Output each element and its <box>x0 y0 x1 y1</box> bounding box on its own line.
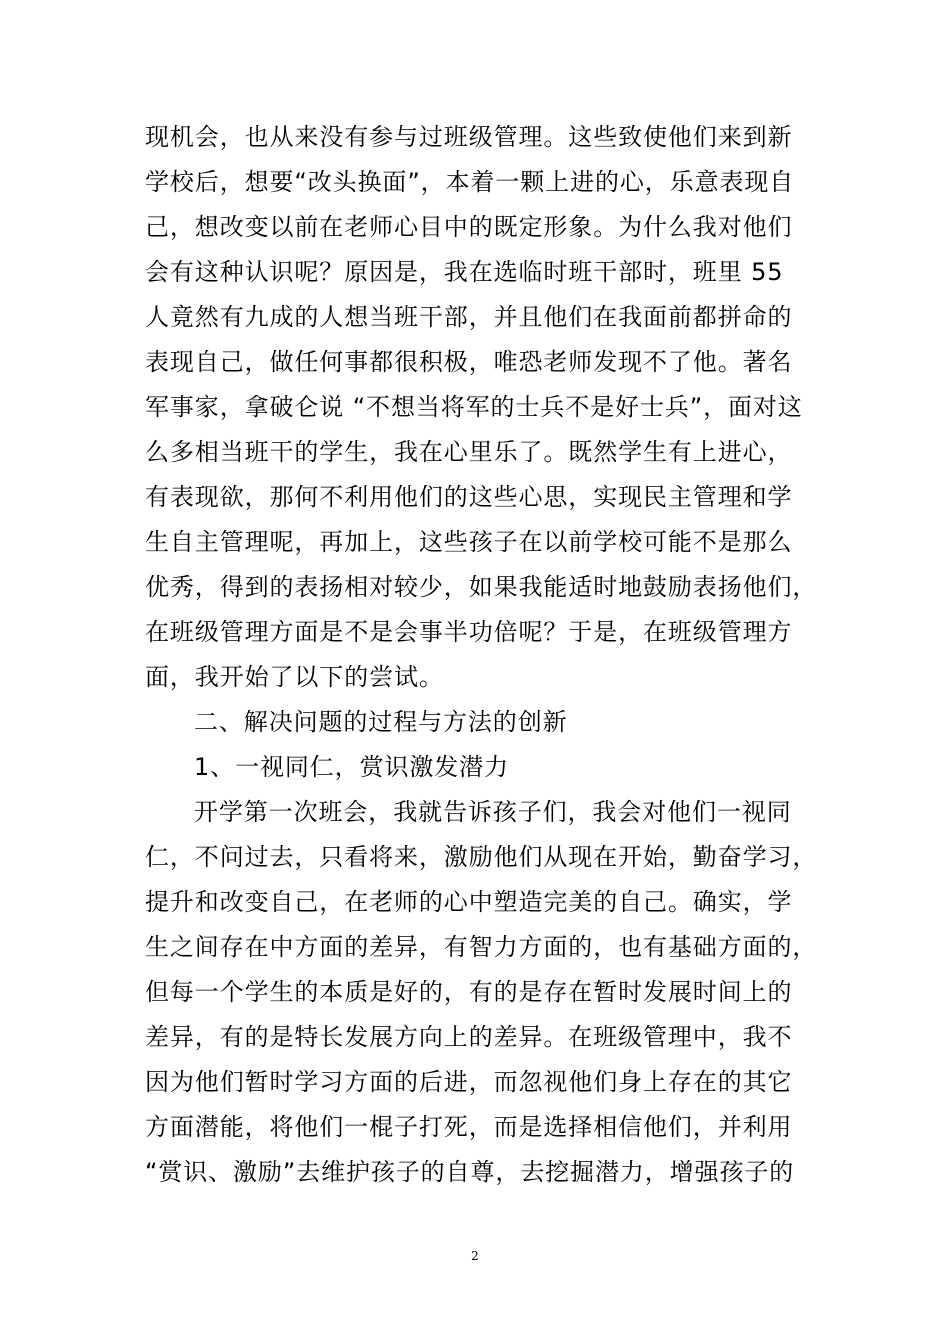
body-text-line: 会有这种认识呢？原因是，我在选临时班干部时，班里 55 <box>145 258 784 286</box>
body-text-line: 方面潜能，将他们一棍子打死，而是选择相信他们，并利用 <box>145 1113 793 1141</box>
body-text-line: 仁，不问过去，只看将来，激励他们从现在开始，勤奋学习， <box>145 843 818 871</box>
body-text-line: 提升和改变自己，在老师的心中塑造完美的自己。确实，学 <box>145 888 793 916</box>
subsection-heading: 1、一视同仁，赏识激发潜力 <box>194 753 509 781</box>
body-text-line: 面，我开始了以下的尝试。 <box>145 663 444 691</box>
page-number: 2 <box>471 1249 479 1263</box>
body-text-line: 有表现欲，那何不利用他们的这些心思，实现民主管理和学 <box>145 483 793 511</box>
body-text-line: 生之间存在中方面的差异，有智力方面的，也有基础方面的， <box>145 933 818 961</box>
body-text-line: 生自主管理呢，再加上，这些孩子在以前学校可能不是那么 <box>145 528 793 556</box>
body-text-line: 开学第一次班会，我就告诉孩子们，我会对他们一视同 <box>194 798 792 826</box>
body-text-line: 学校后，想要“改头换面”，本着一颗上进的心，乐意表现自 <box>145 168 795 196</box>
body-text-line: 优秀，得到的表扬相对较少，如果我能适时地鼓励表扬他们， <box>145 573 818 601</box>
body-text-line: 己，想改变以前在老师心目中的既定形象。为什么我对他们 <box>145 213 793 241</box>
body-text-line: 但每一个学生的本质是好的，有的是存在暂时发展时间上的 <box>145 978 793 1006</box>
body-text-line: 差异，有的是特长发展方向上的差异。在班级管理中，我不 <box>145 1023 793 1051</box>
body-text-line: 因为他们暂时学习方面的后进，而忽视他们身上存在的其它 <box>145 1068 793 1096</box>
body-text-line: 人竟然有九成的人想当班干部，并且他们在我面前都拼命的 <box>145 303 793 331</box>
body-text-line: 么多相当班干的学生，我在心里乐了。既然学生有上进心， <box>145 438 793 466</box>
body-text-line: 表现自己，做任何事都很积极，唯恐老师发现不了他。著名 <box>145 348 793 376</box>
section-heading: 二、解决问题的过程与方法的创新 <box>194 708 568 736</box>
body-text-line: 军事家，拿破仑说 “不想当将军的士兵不是好士兵”，面对这 <box>145 393 803 421</box>
body-text-line: “赏识、激励”去维护孩子的自尊，去挖掘潜力，增强孩子的 <box>145 1158 795 1186</box>
body-text-line: 在班级管理方面是不是会事半功倍呢？于是，在班级管理方 <box>145 618 793 646</box>
body-text-line: 现机会，也从来没有参与过班级管理。这些致使他们来到新 <box>145 123 793 151</box>
